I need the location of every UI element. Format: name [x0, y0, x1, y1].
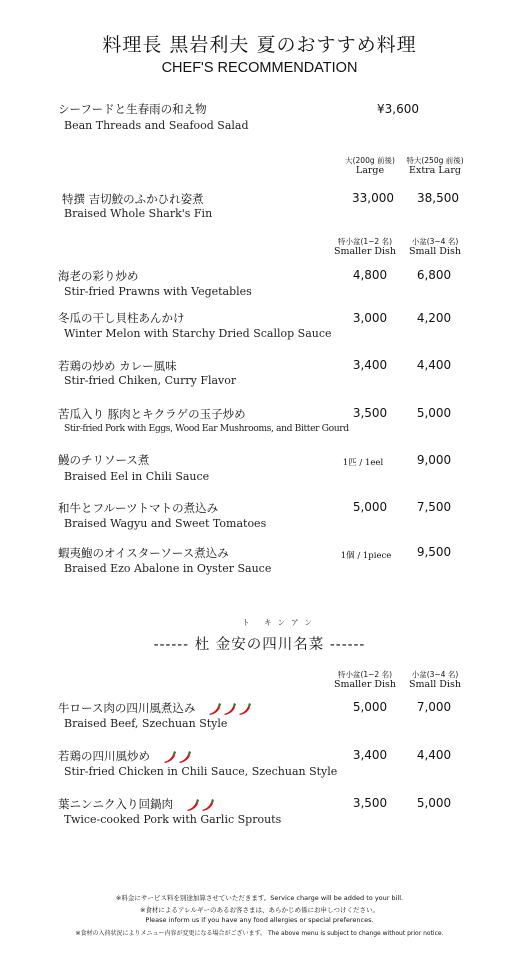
- chili-pepper-icon: [177, 750, 192, 763]
- dish-prawns-price-smaller: 4,800: [352, 268, 388, 282]
- dish-abalone-jp: 蝦夷鮑のオイスターソース煮込み: [58, 546, 229, 560]
- size-header-small-en: Small Dish: [409, 246, 461, 257]
- dish-chili-chicken-en: Stir-fried Chicken in Chili Sauce, Szechuan Style: [64, 765, 338, 778]
- size-header-large-jp: 大(200g 前後): [345, 156, 395, 165]
- dish-wagyu-price-small: 7,500: [416, 500, 452, 514]
- size-header-small: [400, 237, 470, 257]
- size-header-smaller-2-jp: 特小盆(1~2 名): [337, 670, 393, 679]
- page-title-jp: 料理長 黒岩利夫 夏のおすすめ料理: [102, 34, 417, 56]
- dish-prawns-price-small: 6,800: [416, 268, 452, 282]
- size-header-smaller-en: Smaller Dish: [333, 246, 397, 257]
- dish-melon-price-small: 4,200: [416, 311, 452, 325]
- dish-beef-jp: [58, 700, 252, 716]
- size-header-large-en: Large: [355, 165, 385, 176]
- footer-allergy-jp: ※食材によるアレルギーのあるお客さまは、あらかじめ係にお申しつけください。: [139, 906, 380, 914]
- dish-pork-jp: 苦瓜入り 豚肉とキクラゲの玉子炒め: [58, 407, 246, 421]
- dish-beef-price-small: 7,000: [416, 700, 452, 714]
- dish-seafood-jp: シーフードと生春雨の和え物: [58, 102, 207, 116]
- dish-wagyu-en: Braised Wagyu and Sweet Tomatoes: [64, 517, 267, 530]
- section-ruby: ト キンアン: [242, 618, 318, 627]
- size-header-small-2-jp: 小盆(3~4 名): [411, 670, 459, 679]
- footer-allergy-en: Please inform us if you have any food allergies or special preferences.: [145, 916, 374, 924]
- dish-beef-en: Braised Beef, Szechuan Style: [64, 717, 228, 730]
- section-title: ------ 杜 金安の四川名菜 ------: [153, 637, 366, 653]
- size-header-small-2-en: Small Dish: [409, 679, 461, 690]
- dish-seafood-price: ¥3,600: [377, 102, 419, 116]
- size-header-smaller-2-en: Smaller Dish: [333, 679, 397, 690]
- chili-pepper-icon: [200, 798, 215, 811]
- dish-abalone-price: 9,500: [416, 545, 452, 559]
- size-header-xl-jp: 特大(250g 前後): [406, 156, 464, 165]
- chili-pepper-icon-group: [162, 749, 192, 763]
- dish-chicken-price-small: 4,400: [416, 358, 452, 372]
- dish-chili-chicken-price-small: 4,400: [416, 748, 452, 762]
- dish-twice-pork-price-smaller: 3,500: [352, 796, 388, 810]
- dish-eel-jp: 鰻のチリソース煮: [58, 453, 150, 467]
- dish-twice-pork-en: Twice-cooked Pork with Garlic Sprouts: [64, 813, 282, 826]
- dish-prawns-jp: 海老の彩り炒め: [58, 269, 139, 283]
- size-header-xl-en: Extra Larg: [409, 165, 461, 176]
- chili-pepper-icon: [185, 798, 200, 811]
- dish-sharkfin-price-xl: 38,500: [417, 191, 459, 205]
- size-header-large: [335, 156, 405, 176]
- dish-sharkfin-price-large: 33,000: [352, 191, 394, 205]
- dish-abalone-en: Braised Ezo Abalone in Oyster Sauce: [64, 562, 272, 575]
- size-header-smaller: [330, 237, 400, 257]
- dish-abalone-unit: 1個 / 1piece: [340, 551, 392, 561]
- size-header-smaller-2: [330, 670, 400, 690]
- chili-pepper-icon: [237, 702, 252, 715]
- dish-chicken-price-smaller: 3,400: [352, 358, 388, 372]
- dish-eel-en: Braised Eel in Chili Sauce: [64, 470, 210, 483]
- dish-pork-price-small: 5,000: [416, 406, 452, 420]
- dish-wagyu-price-smaller: 5,000: [352, 500, 388, 514]
- footer-menu-change: ※食材の入荷状況によりメニュー内容が変更になる場合がございます。 The above menu is subject to change without prior notice.: [75, 930, 444, 937]
- dish-twice-pork-price-small: 5,000: [416, 796, 452, 810]
- page-title-en: CHEF'S RECOMMENDATION: [161, 60, 358, 76]
- dish-eel-price: 9,000: [416, 453, 452, 467]
- dish-beef-price-smaller: 5,000: [352, 700, 388, 714]
- footer-service-charge: ※料金にサービス料を別途加算させていただきます。Service charge will be added to your bill.: [115, 894, 404, 902]
- dish-pork-en: Stir-fried Pork with Eggs, Wood Ear Mushrooms, and Bitter Gourd: [64, 423, 349, 434]
- dish-melon-en: Winter Melon with Starchy Dried Scallop Sauce: [64, 327, 332, 340]
- dish-chicken-jp: 若鶏の炒め カレー風味: [58, 359, 177, 373]
- dish-pork-price-smaller: 3,500: [352, 406, 388, 420]
- dish-beef-jp-text: 牛ロース肉の四川風煮込み: [58, 701, 196, 715]
- dish-prawns-en: Stir-fried Prawns with Vegetables: [64, 285, 252, 298]
- chili-pepper-icon-group: [185, 797, 215, 811]
- chili-pepper-icon: [207, 702, 222, 715]
- dish-sharkfin-en: Braised Whole Shark's Fin: [64, 207, 213, 220]
- dish-sharkfin-jp: 特撰 吉切鮫のふかひれ姿煮: [62, 192, 204, 206]
- chili-pepper-icon-group: [207, 701, 252, 715]
- dish-chili-chicken-price-smaller: 3,400: [352, 748, 388, 762]
- chili-pepper-icon: [162, 750, 177, 763]
- size-header-smaller-jp: 特小盆(1~2 名): [337, 237, 393, 246]
- dish-eel-unit: 1匹 / 1eel: [342, 458, 384, 468]
- dish-twice-pork-jp-text: 葉ニンニク入り回鍋肉: [58, 797, 173, 811]
- size-header-small-jp: 小盆(3~4 名): [411, 237, 459, 246]
- dish-chili-chicken-jp-text: 若鶏の四川風炒め: [58, 749, 150, 763]
- dish-chili-chicken-jp: [58, 748, 192, 764]
- size-header-xl: [400, 156, 470, 176]
- chili-pepper-icon: [222, 702, 237, 715]
- dish-wagyu-jp: 和牛とフルーツトマトの煮込み: [58, 501, 219, 515]
- dish-twice-pork-jp: [58, 796, 215, 812]
- dish-melon-price-smaller: 3,000: [352, 311, 388, 325]
- size-header-small-2: [400, 670, 470, 690]
- dish-chicken-en: Stir-fried Chiken, Curry Flavor: [64, 374, 237, 387]
- dish-seafood-en: Bean Threads and Seafood Salad: [64, 119, 249, 132]
- dish-melon-jp: 冬瓜の干し貝柱あんかけ: [58, 311, 185, 325]
